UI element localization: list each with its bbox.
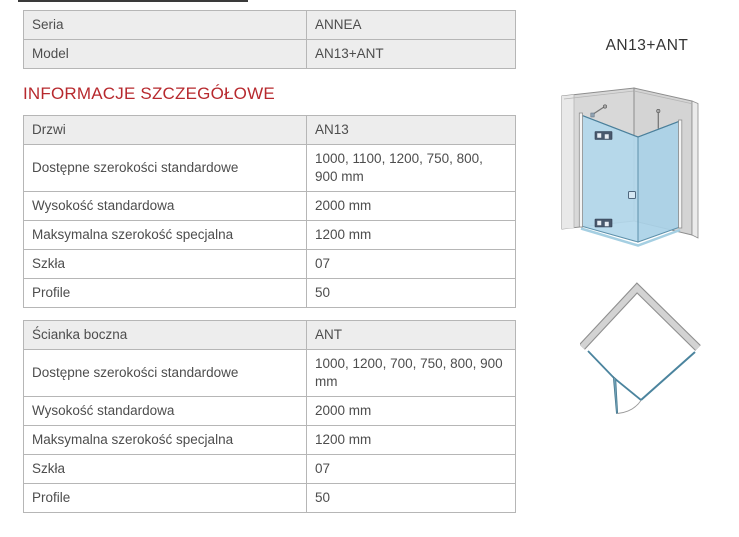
- top-partial-rule: [18, 0, 248, 2]
- table-row: [24, 11, 516, 40]
- table-row: [24, 221, 516, 250]
- table-row: [24, 397, 516, 426]
- header-value: AN13: [307, 116, 516, 145]
- hinge-bottom: [595, 219, 612, 227]
- row-label: Szkła: [24, 455, 307, 484]
- row-label: Szkła: [24, 250, 307, 279]
- row-value: 1000, 1100, 1200, 750, 800, 900 mm: [307, 145, 516, 192]
- row-label: Profile: [24, 279, 307, 308]
- row-value: 50: [307, 279, 516, 308]
- table-row: [24, 192, 516, 221]
- header-value: ANT: [307, 321, 516, 350]
- table-header-row: [24, 116, 516, 145]
- row-value: 2000 mm: [307, 397, 516, 426]
- table-row: [24, 250, 516, 279]
- row-label: Wysokość standardowa: [24, 192, 307, 221]
- hinge-top: [595, 132, 612, 140]
- row-value: 1200 mm: [307, 221, 516, 250]
- row-value: 07: [307, 250, 516, 279]
- row-label: Maksymalna szerokość specjalna: [24, 221, 307, 250]
- row-value: 1200 mm: [307, 426, 516, 455]
- shower-corner-topview-icon: [580, 282, 705, 422]
- row-value: 2000 mm: [307, 192, 516, 221]
- row-value: 50: [307, 484, 516, 513]
- table-row: [24, 484, 516, 513]
- detail-table-scianka-boczna: [23, 320, 516, 513]
- detail-table-drzwi: [23, 115, 516, 308]
- table-row: [24, 426, 516, 455]
- row-value: 1000, 1200, 700, 750, 800, 900 mm: [307, 350, 516, 397]
- meta-value-seria: ANNEA: [307, 11, 516, 40]
- table-row: [24, 145, 516, 192]
- row-label: Profile: [24, 484, 307, 513]
- meta-label-model: Model: [24, 40, 307, 69]
- row-label: Dostępne szerokości standardowe: [24, 350, 307, 397]
- section-heading: INFORMACJE SZCZEGÓŁOWE: [23, 84, 275, 103]
- shower-enclosure-3d-icon: [555, 80, 739, 260]
- row-label: Dostępne szerokości standardowe: [24, 145, 307, 192]
- row-label: Maksymalna szerokość specjalna: [24, 426, 307, 455]
- table-row: [24, 350, 516, 397]
- product-meta-table: [23, 10, 516, 69]
- row-label: Wysokość standardowa: [24, 397, 307, 426]
- meta-label-seria: Seria: [24, 11, 307, 40]
- table-header-row: [24, 321, 516, 350]
- meta-value-model: AN13+ANT: [307, 40, 516, 69]
- figure-title: AN13+ANT: [605, 37, 689, 54]
- header-label: Drzwi: [24, 116, 307, 145]
- table-row: [24, 279, 516, 308]
- table-row: [24, 40, 516, 69]
- row-value: 07: [307, 455, 516, 484]
- header-label: Ścianka boczna: [24, 321, 307, 350]
- table-row: [24, 455, 516, 484]
